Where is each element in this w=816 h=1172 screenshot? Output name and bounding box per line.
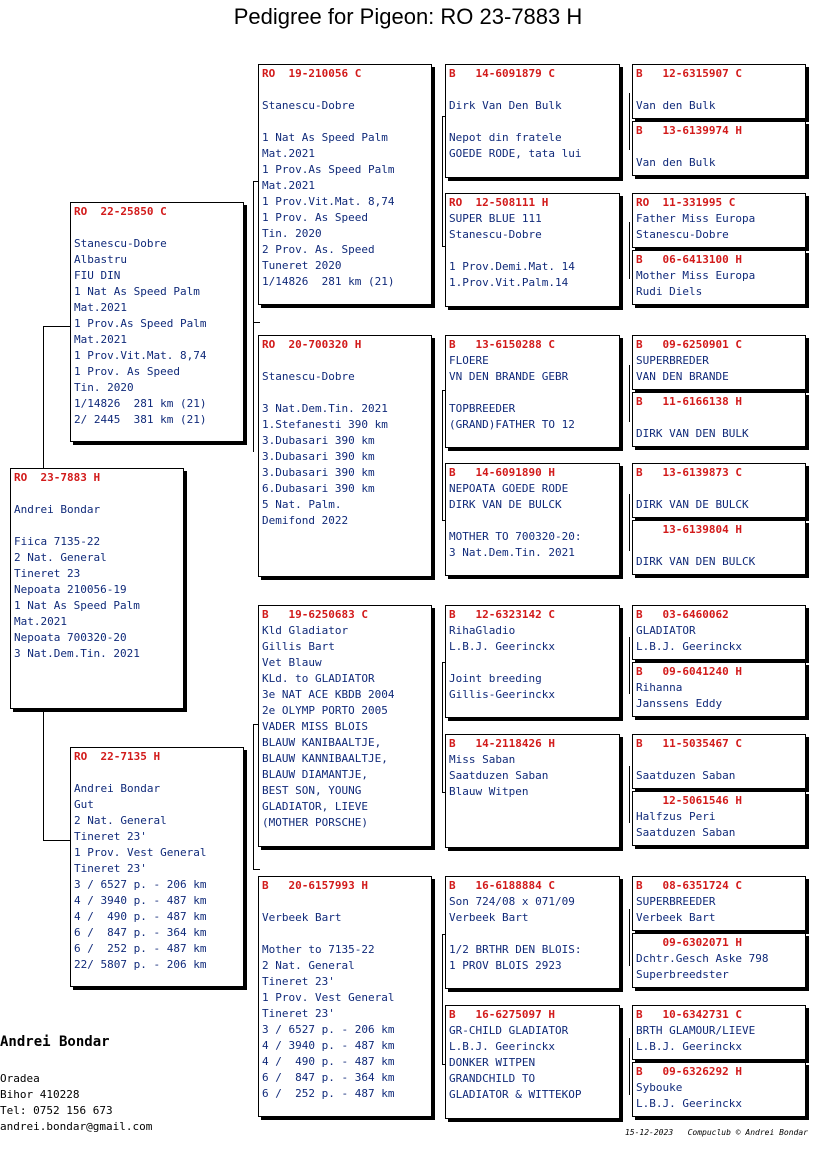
card-text-line: Saatduzen Saban bbox=[449, 769, 549, 782]
card-text-line: 2 Nat. General bbox=[74, 814, 167, 827]
card-text-line bbox=[262, 114, 428, 130]
connector-line bbox=[43, 326, 72, 327]
card-text-line: 22/ 5807 p. - 206 km bbox=[74, 958, 207, 971]
card-text-line: GLADIATOR, LIEVE bbox=[262, 800, 368, 813]
card-text-line: 1 Prov.Demi.Mat. 14 bbox=[449, 260, 575, 273]
pigeon-card-gen4-14[interactable] bbox=[632, 933, 806, 988]
connector-line bbox=[629, 494, 630, 551]
card-text-line: 1.Prov.Vit.Palm.14 bbox=[449, 276, 569, 289]
card-text-line: Mat.2021 bbox=[14, 615, 67, 628]
card-text-line: 6 / 252 p. - 487 km bbox=[262, 1087, 395, 1100]
pigeon-card-sire-dam[interactable] bbox=[258, 335, 432, 577]
card-text-line bbox=[449, 82, 616, 98]
ring-number: 09-6302071 H bbox=[636, 936, 742, 949]
card-text-line: TOPBREEDER bbox=[449, 402, 516, 415]
card-text-line: 1 Prov.Vit.Mat. 8,74 bbox=[74, 349, 207, 362]
pigeon-card-sire-sire[interactable] bbox=[258, 64, 432, 305]
pigeon-card-gen4-9[interactable] bbox=[632, 605, 806, 660]
pigeon-card-gen3-1[interactable] bbox=[445, 64, 620, 178]
card-text-line: 3 / 6527 p. - 206 km bbox=[74, 878, 207, 891]
card-text-line: Tineret 23' bbox=[262, 975, 335, 988]
card-text-line: 3 / 6527 p. - 206 km bbox=[262, 1023, 395, 1036]
card-text-line: Verbeek Bart bbox=[262, 911, 342, 924]
connector-line bbox=[629, 93, 630, 150]
connector-line bbox=[253, 322, 260, 323]
card-text-line: Van den Bulk bbox=[636, 156, 716, 169]
card-text-line: Mat.2021 bbox=[74, 333, 127, 346]
connector-line bbox=[253, 322, 254, 430]
card-text-line bbox=[262, 82, 428, 98]
card-text-line: Janssens Eddy bbox=[636, 697, 723, 710]
connector-line bbox=[43, 710, 44, 840]
pigeon-card-gen3-2[interactable] bbox=[445, 193, 620, 307]
card-text-line: Andrei Bondar bbox=[14, 503, 101, 516]
pigeon-card-dam-sire[interactable] bbox=[258, 605, 432, 847]
card-text-line: GR-CHILD GLADIATOR bbox=[449, 1024, 569, 1037]
card-text-line: GRANDCHILD TO bbox=[449, 1072, 536, 1085]
card-text-line: Tin. 2020 bbox=[74, 381, 134, 394]
card-text-line: 1 PROV BLOIS 2923 bbox=[449, 959, 562, 972]
card-text-line: Dchtr.Gesch Aske 798 bbox=[636, 952, 769, 965]
card-text-line: L.B.J. Geerinckx bbox=[449, 1040, 555, 1053]
ring-number: B 16-6275097 H bbox=[449, 1008, 555, 1021]
pigeon-card-dam[interactable] bbox=[70, 747, 244, 987]
ring-number: B 10-6342731 C bbox=[636, 1008, 742, 1021]
card-text-line: BEST SON, YOUNG bbox=[262, 784, 362, 797]
card-text-line bbox=[449, 513, 616, 529]
ring-number: B 13-6150288 C bbox=[449, 338, 555, 351]
owner-city: Oradea bbox=[0, 1072, 40, 1085]
card-text-line: 4 / 490 p. - 487 km bbox=[262, 1055, 395, 1068]
card-text-line: VN DEN BRANDE GEBR bbox=[449, 370, 569, 383]
pigeon-card-gen4-4[interactable] bbox=[632, 250, 806, 305]
card-text-line: Tuneret 2020 bbox=[262, 259, 342, 272]
card-text-line: Fiica 7135-22 bbox=[14, 535, 101, 548]
pigeon-card-gen3-8[interactable] bbox=[445, 1005, 620, 1119]
card-text-line bbox=[14, 518, 180, 534]
card-text-line: 1 Nat As Speed Palm bbox=[262, 131, 388, 144]
card-text-line: 5 Nat. Palm. bbox=[262, 498, 342, 511]
card-text-line: Son 724/08 x 071/09 bbox=[449, 895, 575, 908]
card-text-line bbox=[636, 752, 802, 768]
card-text-line: Vet Blauw bbox=[262, 656, 322, 669]
card-text-line: Saatduzen Saban bbox=[636, 826, 736, 839]
card-text-line: Tineret 23' bbox=[74, 862, 147, 875]
connector-line bbox=[43, 840, 72, 841]
card-text-line: Tineret 23' bbox=[74, 830, 147, 843]
card-text-line bbox=[636, 538, 802, 554]
card-text-line: Rudi Diels bbox=[636, 285, 703, 298]
card-text-line: BLAUW KANNIBAALTJE, bbox=[262, 752, 388, 765]
card-text-line: SUPER BLUE 111 bbox=[449, 212, 542, 225]
card-text-line bbox=[262, 385, 428, 401]
ring-number: B 12-6315907 C bbox=[636, 67, 742, 80]
card-text-line: 1 Prov.Vit.Mat. 8,74 bbox=[262, 195, 395, 208]
card-text-line: DIRK VAN DE BULCK bbox=[449, 498, 562, 511]
card-text-line: Van den Bulk bbox=[636, 99, 716, 112]
card-text-line: 1/14826 281 km (21) bbox=[262, 275, 395, 288]
card-text-line: 4 / 3940 p. - 487 km bbox=[74, 894, 207, 907]
owner-block bbox=[0, 1034, 152, 1135]
connector-line bbox=[442, 934, 443, 1064]
card-text-line: L.B.J. Geerinckx bbox=[449, 640, 555, 653]
ring-number: B 11-5035467 C bbox=[636, 737, 742, 750]
card-text-line: NEPOATA GOEDE RODE bbox=[449, 482, 569, 495]
ring-number: RO 11-331995 C bbox=[636, 196, 736, 209]
ring-number: B 09-6041240 H bbox=[636, 665, 742, 678]
card-text-line: GLADIATOR & WITTEKOP bbox=[449, 1088, 582, 1101]
card-text-line: 2/ 2445 381 km (21) bbox=[74, 413, 207, 426]
card-text-line: Tineret 23' bbox=[262, 1007, 335, 1020]
pigeon-card-gen4-15[interactable] bbox=[632, 1005, 806, 1060]
card-text-line: L.B.J. Geerinckx bbox=[636, 1040, 742, 1053]
card-text-line: Kld Gladiator bbox=[262, 624, 349, 637]
connector-line bbox=[442, 116, 443, 246]
ring-number: RO 12-508111 H bbox=[449, 196, 549, 209]
ring-number: RO 19-210056 C bbox=[262, 67, 362, 80]
pigeon-card-gen4-12[interactable] bbox=[632, 791, 806, 846]
card-text-line: 1 Nat As Speed Palm bbox=[74, 285, 200, 298]
card-text-line: DIRK VAN DE BULCK bbox=[636, 498, 749, 511]
card-text-line: Mat.2021 bbox=[74, 301, 127, 314]
card-text-line: FIU DIN bbox=[74, 269, 121, 282]
owner-name: Andrei Bondar bbox=[0, 1034, 110, 1050]
card-text-line: Gillis Bart bbox=[262, 640, 335, 653]
card-text-line bbox=[636, 410, 802, 426]
page-title: Pedigree for Pigeon: RO 23-7883 H bbox=[233, 4, 583, 29]
card-text-line bbox=[74, 220, 240, 236]
connector-line bbox=[629, 1038, 630, 1095]
pigeon-card-gen3-3[interactable] bbox=[445, 335, 620, 448]
card-text-line: 4 / 490 p. - 487 km bbox=[74, 910, 207, 923]
pigeon-card-gen4-13[interactable] bbox=[632, 876, 806, 931]
card-text-line: Blauw Witpen bbox=[449, 785, 529, 798]
card-text-line: VADER MISS BLOIS bbox=[262, 720, 368, 733]
card-text-line: Mother to 7135-22 bbox=[262, 943, 375, 956]
connector-line bbox=[629, 365, 630, 422]
pigeon-card-gen3-4[interactable] bbox=[445, 463, 620, 576]
connector-line bbox=[43, 326, 44, 468]
card-text-line: SUPERBREDER bbox=[636, 354, 709, 367]
ring-number: RO 22-25850 C bbox=[74, 205, 167, 218]
card-text-line: Mother Miss Europa bbox=[636, 269, 756, 282]
card-text-line bbox=[636, 481, 802, 497]
card-text-line: GLADIATOR bbox=[636, 624, 696, 637]
pigeon-card-dam-dam[interactable] bbox=[258, 876, 432, 1117]
ring-number: RO 23-7883 H bbox=[14, 471, 101, 484]
card-text-line bbox=[262, 353, 428, 369]
card-text-line: Verbeek Bart bbox=[449, 911, 529, 924]
ring-number: B 09-6326292 H bbox=[636, 1065, 742, 1078]
card-text-line: DIRK VAN DEN BULCK bbox=[636, 555, 756, 568]
ring-number: B 16-6188884 C bbox=[449, 879, 555, 892]
card-text-line: Mat.2021 bbox=[262, 147, 315, 160]
card-text-line: (MOTHER PORSCHE) bbox=[262, 816, 368, 829]
card-text-line: Tineret 23 bbox=[14, 567, 81, 580]
card-text-line: Joint breeding bbox=[449, 672, 542, 685]
card-text-line: Rihanna bbox=[636, 681, 683, 694]
card-text-line bbox=[262, 926, 428, 942]
card-text-line: Stanescu-Dobre bbox=[636, 228, 729, 241]
pigeon-card-gen4-3[interactable] bbox=[632, 193, 806, 248]
ring-number: 13-6139804 H bbox=[636, 523, 742, 536]
card-text-line bbox=[449, 243, 616, 259]
ring-number: B 20-6157993 H bbox=[262, 879, 368, 892]
card-text-line bbox=[636, 82, 802, 98]
ring-number: B 14-6091890 H bbox=[449, 466, 555, 479]
card-text-line bbox=[14, 486, 180, 502]
pigeon-card-gen3-5[interactable] bbox=[445, 605, 620, 718]
owner-region: Bihor 410228 bbox=[0, 1088, 80, 1101]
card-text-line: 3 Nat.Dem.Tin. 2021 bbox=[14, 647, 140, 660]
card-text-line: 6 / 252 p. - 487 km bbox=[74, 942, 207, 955]
card-text-line bbox=[74, 765, 240, 781]
card-text-line: DONKER WITPEN bbox=[449, 1056, 536, 1069]
card-text-line: 1 Prov. Vest General bbox=[262, 991, 395, 1004]
card-text-line: Superbreedster bbox=[636, 968, 729, 981]
card-text-line: BRTH GLAMOUR/LIEVE bbox=[636, 1024, 756, 1037]
card-text-line: Nepot din fratele bbox=[449, 131, 562, 144]
owner-phone: Tel: 0752 156 673 bbox=[0, 1104, 113, 1117]
card-text-line: 1 Prov.As Speed Palm bbox=[74, 317, 207, 330]
card-text-line: BLAUW DIAMANTJE, bbox=[262, 768, 368, 781]
card-text-line: Halfzus Peri bbox=[636, 810, 716, 823]
card-text-line: 1 Nat As Speed Palm bbox=[14, 599, 140, 612]
pigeon-card-gen4-11[interactable] bbox=[632, 734, 806, 789]
card-text-line: Stanescu-Dobre bbox=[262, 370, 355, 383]
ring-number: B 14-2118426 H bbox=[449, 737, 555, 750]
card-text-line: Mat.2021 bbox=[262, 179, 315, 192]
card-text-line: 3 Nat.Dem.Tin. 2021 bbox=[262, 402, 388, 415]
card-text-line bbox=[262, 894, 428, 910]
footer-credit: 15-12-2023 Compuclub © Andrei Bondar bbox=[624, 1128, 808, 1137]
card-text-line: 6.Dubasari 390 km bbox=[262, 482, 375, 495]
card-text-line: Tin. 2020 bbox=[262, 227, 322, 240]
card-text-line: L.B.J. Geerinckx bbox=[636, 640, 742, 653]
card-text-line: Gillis-Geerinckx bbox=[449, 688, 555, 701]
connector-line bbox=[253, 181, 254, 322]
card-text-line: FLOERE bbox=[449, 354, 489, 367]
card-text-line bbox=[449, 655, 616, 671]
card-text-line: 6 / 847 p. - 364 km bbox=[262, 1071, 395, 1084]
connector-line bbox=[253, 869, 260, 870]
connector-line bbox=[442, 662, 443, 792]
pigeon-card-gen4-1[interactable] bbox=[632, 64, 806, 119]
card-text-line: 3.Dubasari 390 km bbox=[262, 434, 375, 447]
card-text-line: 3 Nat.Dem.Tin. 2021 bbox=[449, 546, 575, 559]
card-text-line: 2 Nat. General bbox=[262, 959, 355, 972]
card-text-line: 1 Prov. As Speed bbox=[262, 211, 368, 224]
ring-number: B 13-6139873 C bbox=[636, 466, 742, 479]
card-text-line: Gut bbox=[74, 798, 94, 811]
pigeon-card-gen4-16[interactable] bbox=[632, 1062, 806, 1117]
card-text-line: Stanescu-Dobre bbox=[262, 99, 355, 112]
card-text-line: SUPERBREEDER bbox=[636, 895, 716, 908]
card-text-line: Miss Saban bbox=[449, 753, 516, 766]
connector-line bbox=[253, 430, 254, 452]
card-text-line: 3.Dubasari 390 km bbox=[262, 450, 375, 463]
card-text-line: 1 Prov. As Speed bbox=[74, 365, 180, 378]
ring-number: B 13-6139974 H bbox=[636, 124, 742, 137]
pigeon-card-gen4-8[interactable] bbox=[632, 520, 806, 575]
ring-number: B 09-6250901 C bbox=[636, 338, 742, 351]
card-text-line: Stanescu-Dobre bbox=[449, 228, 542, 241]
card-text-line: KLd. to GLADIATOR bbox=[262, 672, 375, 685]
card-text-line: DIRK VAN DEN BULK bbox=[636, 427, 749, 440]
pigeon-card-subject[interactable] bbox=[10, 468, 184, 709]
ring-number: B 11-6166138 H bbox=[636, 395, 742, 408]
card-text-line: 1/2 BRTHR DEN BLOIS: bbox=[449, 943, 582, 956]
pigeon-card-gen4-5[interactable] bbox=[632, 335, 806, 390]
card-text-line: Dirk Van Den Bulk bbox=[449, 99, 562, 112]
card-text-line bbox=[449, 385, 616, 401]
ring-number: B 08-6351724 C bbox=[636, 879, 742, 892]
owner-email[interactable]: andrei.bondar@gmail.com bbox=[0, 1120, 153, 1133]
card-text-line: 1/14826 281 km (21) bbox=[74, 397, 207, 410]
ring-number: B 06-6413100 H bbox=[636, 253, 742, 266]
card-text-line: L.B.J. Geerinckx bbox=[636, 1097, 742, 1110]
card-text-line: 2 Nat. General bbox=[14, 551, 107, 564]
card-text-line: 6 / 847 p. - 364 km bbox=[74, 926, 207, 939]
card-text-line: Verbeek Bart bbox=[636, 911, 716, 924]
card-text-line bbox=[636, 139, 802, 155]
card-text-line: 3e NAT ACE KBDB 2004 bbox=[262, 688, 395, 701]
card-text-line: VAN DEN BRANDE bbox=[636, 370, 729, 383]
card-text-line: Nepoata 700320-20 bbox=[14, 631, 127, 644]
card-text-line: 1.Stefanesti 390 km bbox=[262, 418, 388, 431]
card-text-line: 3.Dubasari 390 km bbox=[262, 466, 375, 479]
connector-line bbox=[629, 766, 630, 823]
connector-line bbox=[629, 909, 630, 966]
card-text-line: (GRAND)FATHER TO 12 bbox=[449, 418, 575, 431]
card-text-line: 4 / 3940 p. - 487 km bbox=[262, 1039, 395, 1052]
card-text-line: Albastru bbox=[74, 253, 127, 266]
card-text-line: GOEDE RODE, tata lui bbox=[449, 147, 582, 160]
connector-line bbox=[629, 637, 630, 694]
card-text-line: BLAUW KANIBAALTJE, bbox=[262, 736, 382, 749]
card-text-line bbox=[449, 926, 616, 942]
card-text-line bbox=[449, 114, 616, 130]
card-text-line: 2 Prov. As. Speed bbox=[262, 243, 375, 256]
card-text-line: Sybouke bbox=[636, 1081, 683, 1094]
card-text-line: Saatduzen Saban bbox=[636, 769, 736, 782]
pigeon-card-sire[interactable] bbox=[70, 202, 244, 442]
ring-number: B 03-6460062 bbox=[636, 608, 729, 621]
card-text-line: 2e OLYMP PORTO 2005 bbox=[262, 704, 388, 717]
card-text-line: Nepoata 210056-19 bbox=[14, 583, 127, 596]
connector-line bbox=[629, 222, 630, 279]
card-text-line: Stanescu-Dobre bbox=[74, 237, 167, 250]
ring-number: RO 22-7135 H bbox=[74, 750, 161, 763]
ring-number: RO 20-700320 H bbox=[262, 338, 362, 351]
card-text-line: 1 Prov. Vest General bbox=[74, 846, 207, 859]
card-text-line: Andrei Bondar bbox=[74, 782, 161, 795]
card-text-line: Father Miss Europa bbox=[636, 212, 756, 225]
pigeon-card-gen3-6[interactable] bbox=[445, 734, 620, 848]
pigeon-card-gen4-6[interactable] bbox=[632, 392, 806, 447]
card-text-line: MOTHER TO 700320-20: bbox=[449, 530, 582, 543]
connector-line bbox=[442, 390, 443, 520]
ring-number: B 19-6250683 C bbox=[262, 608, 368, 621]
ring-number: 12-5061546 H bbox=[636, 794, 742, 807]
card-text-line: 1 Prov.As Speed Palm bbox=[262, 163, 395, 176]
pigeon-card-gen4-10[interactable] bbox=[632, 662, 806, 717]
connector-line bbox=[253, 724, 254, 869]
pigeon-card-gen4-7[interactable] bbox=[632, 463, 806, 518]
pigeon-card-gen4-2[interactable] bbox=[632, 121, 806, 176]
ring-number: B 12-6323142 C bbox=[449, 608, 555, 621]
card-text-line: Demifond 2022 bbox=[262, 514, 349, 527]
pigeon-card-gen3-7[interactable] bbox=[445, 876, 620, 989]
card-text-line: RihaGladio bbox=[449, 624, 516, 637]
ring-number: B 14-6091879 C bbox=[449, 67, 555, 80]
